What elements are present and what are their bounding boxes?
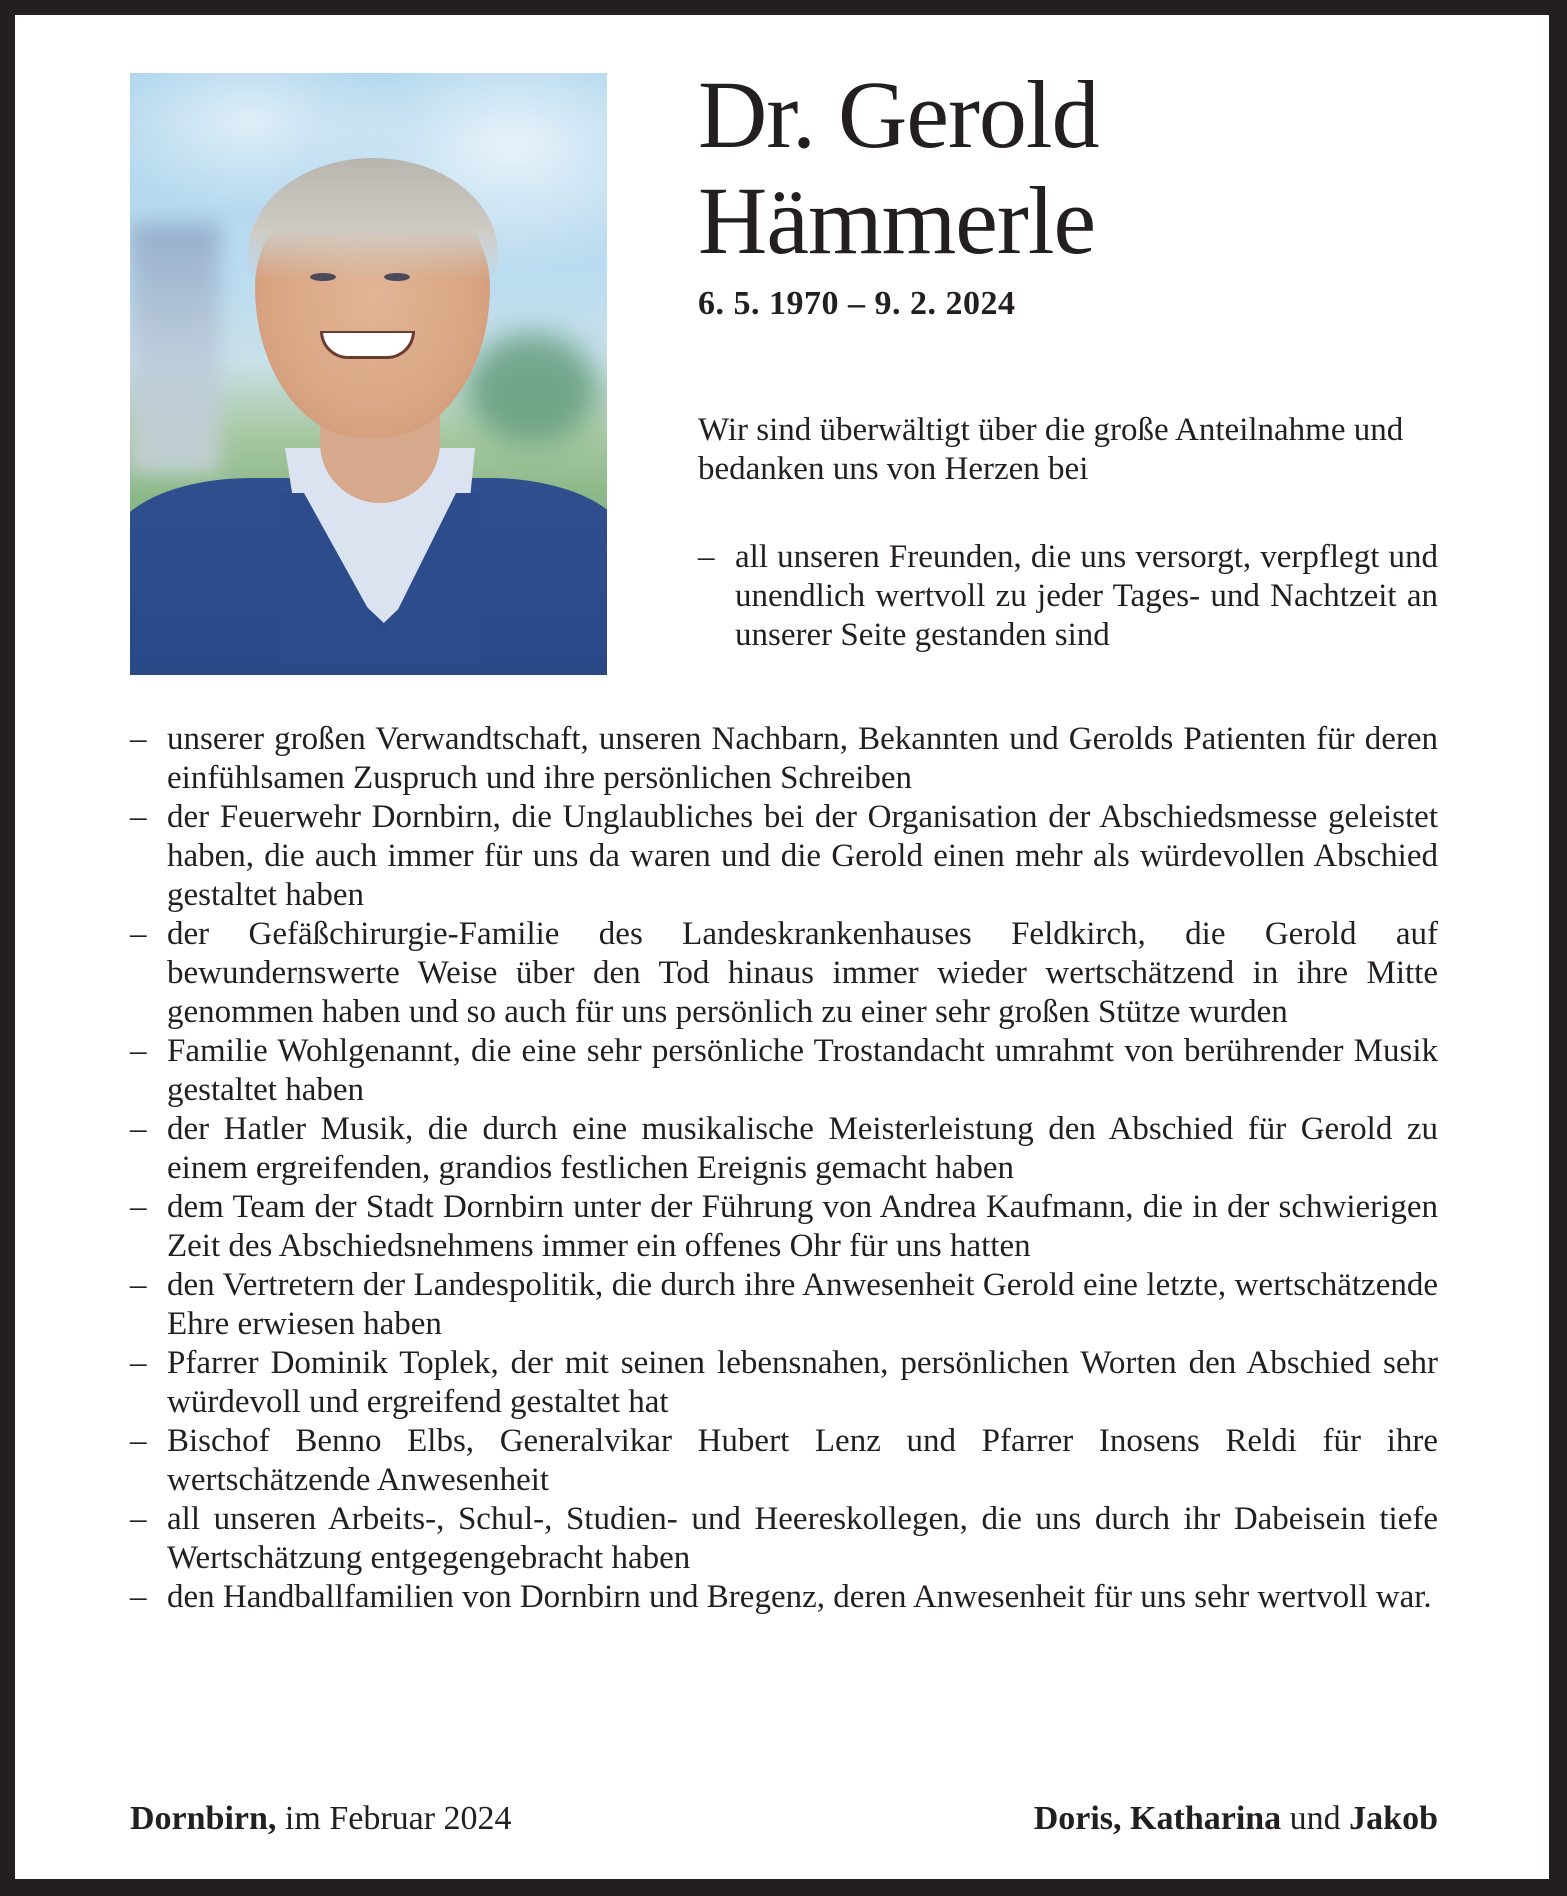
dash-bullet: – xyxy=(130,1423,147,1459)
list-item: – Pfarrer Dominik Toplek, der mit seinen lebensnahen, persönlichen Worten den Abschied sehr würdevoll und ergreifend gestaltet hat xyxy=(130,1345,1438,1420)
life-dates: 6. 5. 1970 – 9. 2. 2024 xyxy=(698,285,1016,322)
place-date xyxy=(130,1800,512,1838)
conjunction: und xyxy=(1281,1800,1350,1837)
portrait-photo xyxy=(130,73,607,675)
right-eye xyxy=(384,273,410,281)
dash-bullet: – xyxy=(130,1033,147,1069)
list-item: – all unseren Freunden, die uns versorgt, verpflegt und unendlich wertvoll zu jeder Tages- und Nachtzeit an unserer Seite gestanden sind xyxy=(698,539,1438,653)
thanks-list xyxy=(130,720,1438,1617)
list-item: – dem Team der Stadt Dornbirn unter der Führung von Andrea Kaufmann, die in der schwierigen Zeit des Abschiedsnehmens immer ein offenes Ohr für uns hatten xyxy=(130,1189,1438,1264)
dash-bullet: – xyxy=(130,721,147,757)
list-item: – der Hatler Musik, die durch eine musikalische Meisterleistung den Abschied für Gerold zu einem ergreifenden, grandios festlichen Ereignis gemacht haben xyxy=(130,1111,1438,1186)
signer-name: Jakob xyxy=(1349,1800,1438,1837)
thanks-list-top xyxy=(698,538,1438,655)
name-line-2: Hämmerle xyxy=(698,167,1096,274)
dash-bullet: – xyxy=(698,539,715,575)
dash-bullet: – xyxy=(130,1189,147,1225)
left-eye xyxy=(310,273,336,281)
deceased-name xyxy=(698,62,1099,274)
list-item: – den Vertretern der Landespolitik, die durch ihre Anwesenheit Gerold eine letzte, wertschätzende Ehre erwiesen haben xyxy=(130,1267,1438,1342)
dash-bullet: – xyxy=(130,916,147,952)
background-building xyxy=(130,223,220,473)
dash-bullet: – xyxy=(130,1267,147,1303)
smile xyxy=(320,331,415,359)
place: Dornbirn, xyxy=(130,1800,277,1837)
list-item: – Bischof Benno Elbs, Generalvikar Hubert Lenz und Pfarrer Inosens Reldi für ihre wertschätzende Anwesenheit xyxy=(130,1423,1438,1498)
dash-bullet: – xyxy=(130,1345,147,1381)
list-item: – den Handballfamilien von Dornbirn und Bregenz, deren Anwesenheit für uns sehr wertvoll war. xyxy=(130,1579,1432,1615)
obituary-notice xyxy=(15,15,1549,1879)
background-tree xyxy=(467,333,597,443)
signer-name: Doris, xyxy=(1033,1800,1122,1837)
signer-name: Katharina xyxy=(1121,1800,1282,1837)
dash-bullet: – xyxy=(130,1111,147,1147)
dash-bullet: – xyxy=(130,1579,147,1615)
name-line-1: Dr. Gerold xyxy=(698,61,1099,168)
intro-text: Wir sind überwältigt über die große Anteilnahme und bedanken uns von Herzen bei xyxy=(698,412,1404,487)
list-item: – der Feuerwehr Dornbirn, die Unglaubliches bei der Organisation der Abschiedsmesse geleistet haben, die auch immer für uns da waren und die Gerold einen mehr als würdevollen Abschied gestaltet haben xyxy=(130,799,1438,913)
list-item: – Familie Wohlgenannt, die eine sehr persönliche Trostandacht umrahmt von berührender Musik gestaltet haben xyxy=(130,1033,1438,1108)
signers xyxy=(1034,1800,1438,1838)
date: im Februar 2024 xyxy=(276,1800,512,1837)
list-item: – all unseren Arbeits-, Schul-, Studien- und Heereskollegen, die uns durch ihr Dabeisein tiefe Wertschätzung entgegengebracht haben xyxy=(130,1501,1438,1576)
hair xyxy=(248,158,498,278)
dash-bullet: – xyxy=(130,799,147,835)
dash-bullet: – xyxy=(130,1501,147,1537)
signature-footer xyxy=(130,1800,1438,1838)
list-item: – der Gefäßchirurgie-Familie des Landeskrankenhauses Feldkirch, die Gerold auf bewundernswerte Weise über den Tod hinaus immer wieder wertschätzend in ihre Mitte genommen haben und so auch für uns persönlich zu einer sehr großen Stütze wurden xyxy=(130,916,1438,1030)
list-item: – unserer großen Verwandtschaft, unseren Nachbarn, Bekannten und Gerolds Patienten für deren einfühlsamen Zuspruch und ihre persönlichen Schreiben xyxy=(130,721,1438,796)
